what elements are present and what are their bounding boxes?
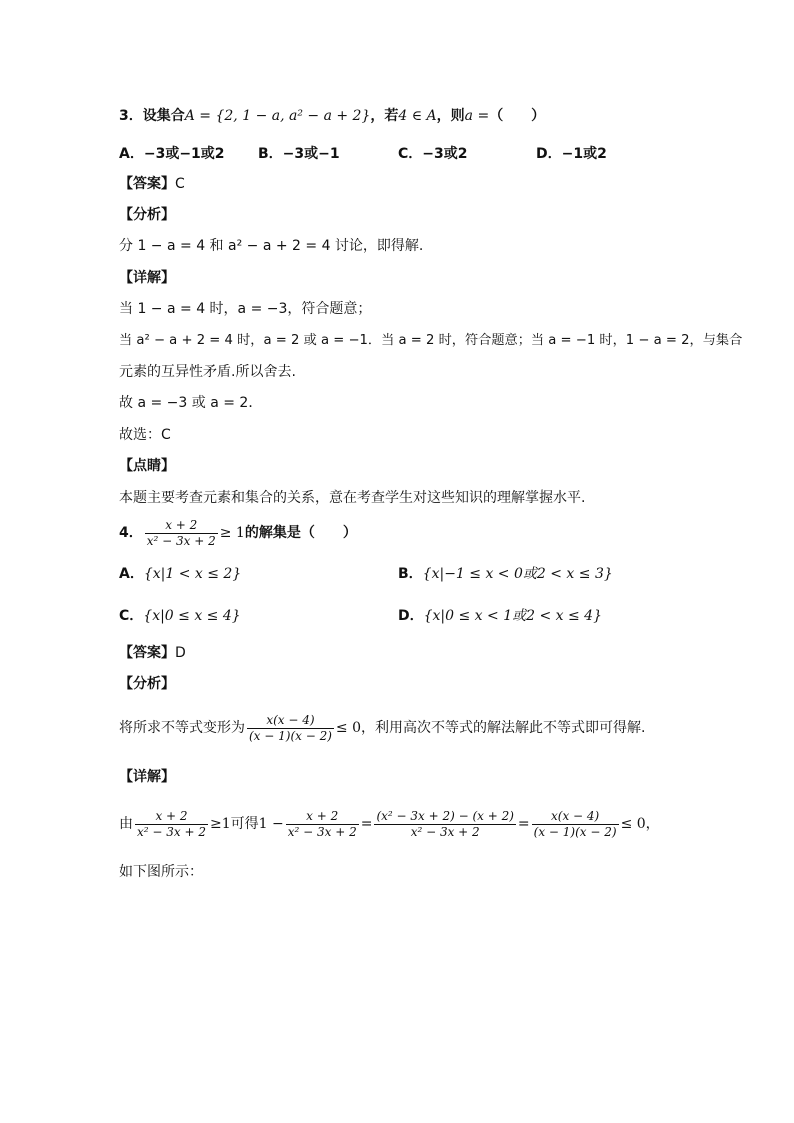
- q4-option-c: C．{x|0 ≤ x ≤ 4}: [119, 608, 241, 624]
- q3-detail-line-3: 元素的互异性矛盾.所以舍去.: [119, 364, 296, 380]
- q4-option-d: D．{x|0 ≤ x < 1或2 < x ≤ 4}: [398, 608, 602, 624]
- q3-detail-line-5: 故选：C: [119, 427, 171, 443]
- q4-analysis-label: 【分析】: [119, 676, 175, 692]
- q3-option-a: A．−3或−1或2: [119, 146, 225, 162]
- q3-stem-mid: ，若: [370, 108, 399, 124]
- q4-detail-derivation: 由 $\frac{x + 2}{\text{x² − 3x + 2}}$ ≥1可得1 − $\frac{x + 2}{\text{x² − 3x + 2}}$ = $\frac{\text{(x² − 3x + 2) − (x + 2)}}{\text{x² − 3x + 2}}$ = $\frac{x(x - 4)}{(x - 1)(x - 2)}$ ≤ 0，: [119, 808, 660, 839]
- q3-set-expr: A = {2, 1 − a, a² − a + 2}: [184, 108, 371, 124]
- q3-option-b: B．−3或−1: [258, 146, 340, 162]
- q3-detail-line-4: 故 a = −3 或 a = 2．: [119, 395, 263, 411]
- q3-detail-label: 【详解】: [119, 270, 175, 286]
- q3-analysis-text: 分 1 − a = 4 和 a² − a + 2 = 4 讨论，即得解.: [119, 238, 424, 254]
- q4-analysis-fraction: $\frac{x(x - 4)}{(x - 1)(x - 2)}$: [249, 712, 332, 743]
- q3-ask-expr: a =: [464, 108, 490, 124]
- q4-answer: 【答案】D: [119, 645, 186, 661]
- q4-option-b: B．{x|−1 ≤ x < 0或2 < x ≤ 3}: [398, 566, 613, 582]
- q4-analysis-text: 将所求不等式变形为 $\frac{x(x - 4)}{(x - 1)(x - 2)}$ ≤ 0，利用高次不等式的解法解此不等式即可得解.: [119, 712, 646, 743]
- q4-number: 4．: [119, 525, 143, 541]
- q4-detail-fraction-4: $\frac{x(x - 4)}{(x - 1)(x - 2)}$: [533, 808, 617, 839]
- q3-paren: （ ）: [489, 108, 546, 124]
- q3-stem-mid2: ，则: [436, 108, 465, 124]
- q4-stem: [119, 514, 357, 552]
- q3-option-d: D．−1或2: [536, 146, 607, 162]
- q4-detail-fraction-3: $\frac{\text{(x² − 3x + 2) − (x + 2)}}{\text{x² − 3x + 2}}$: [376, 808, 514, 839]
- q3-detail-line-1: 当 1 − a = 4 时，a = −3，符合题意；: [119, 301, 372, 317]
- q3-answer: 【答案】C: [119, 176, 185, 192]
- q4-option-a: A．{x|1 < x ≤ 2}: [119, 566, 242, 582]
- q4-detail-fraction-1: $\frac{x + 2}{\text{x² − 3x + 2}}$: [137, 808, 206, 839]
- q3-analysis-label: 【分析】: [119, 207, 175, 223]
- q4-detail-last: 如下图所示：: [119, 864, 203, 880]
- q4-fraction: $\frac{x + 2}{\text{x² − 3x + 2}}$: [146, 517, 216, 548]
- q3-detail-line-2: 当 a² − a + 2 = 4 时，a = 2 或 a = −1．当 a = 2 时，符合题意；当 a = −1 时，1 − a = 2，与集合: [119, 333, 743, 348]
- q3-stem: [119, 106, 545, 126]
- q3-comment-label: 【点睛】: [119, 458, 175, 474]
- q4-detail-fraction-2: $\frac{x + 2}{\text{x² − 3x + 2}}$: [287, 808, 357, 839]
- q4-relation: ≥ 1: [219, 525, 245, 541]
- q3-comment-text: 本题主要考查元素和集合的关系，意在考查学生对这些知识的理解掌握水平.: [119, 490, 586, 506]
- q3-number: 3．: [119, 108, 143, 124]
- q4-detail-label: 【详解】: [119, 769, 175, 785]
- q3-option-c: C．−3或2: [398, 146, 468, 162]
- q3-stem-prefix: 设集合: [142, 108, 185, 124]
- q4-stem-text: 的解集是（ ）: [244, 525, 357, 541]
- q3-cond-expr: 4 ∈ A: [398, 108, 437, 124]
